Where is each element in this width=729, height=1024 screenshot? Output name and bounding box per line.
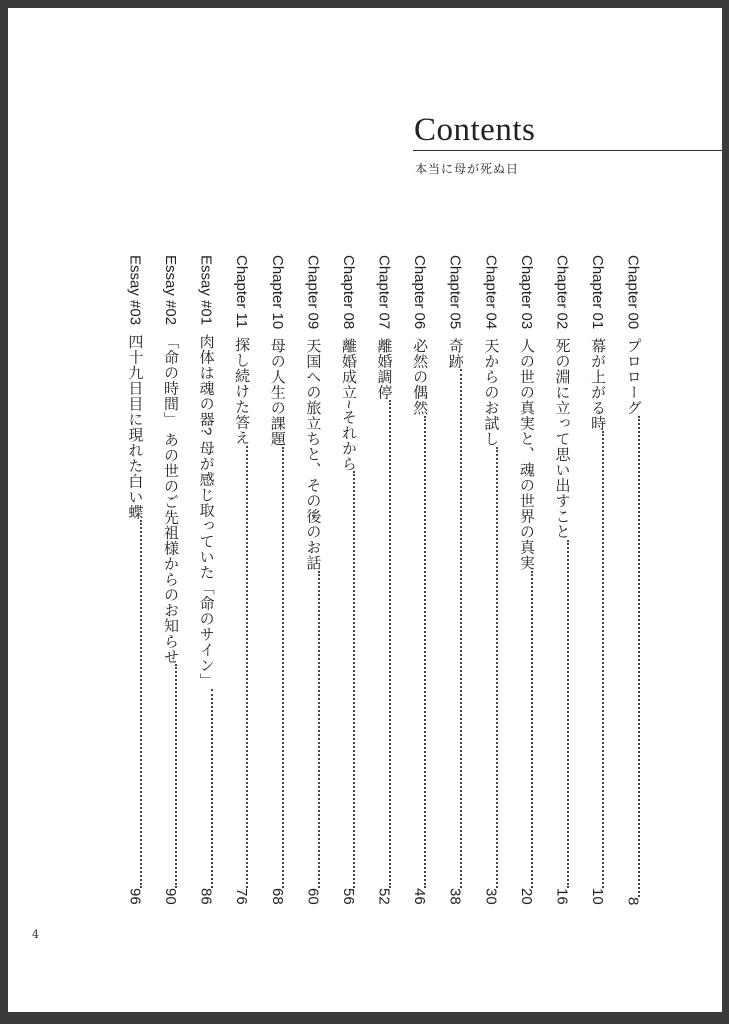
- leader-line: [602, 431, 604, 888]
- leader-line: [282, 447, 284, 889]
- dotted-leader: [369, 400, 399, 888]
- toc-entry-label: Essay #02: [161, 255, 179, 326]
- leader-line: [140, 520, 142, 888]
- toc-entry-label: Chapter 09: [304, 255, 322, 330]
- toc-entry[interactable]: [615, 255, 651, 905]
- toc-entry-page: 60: [304, 888, 322, 905]
- toc-entry-title: 天国への旅立ちと、その後のお話: [304, 338, 322, 571]
- toc-entry-title: 離婚成立~それから: [339, 338, 357, 472]
- dotted-leader: [227, 446, 257, 889]
- toc-entry-page: 16: [553, 888, 571, 905]
- toc-entry-label: Chapter 05: [446, 255, 464, 330]
- dotted-leader: [298, 571, 328, 889]
- toc-entry[interactable]: [259, 255, 295, 905]
- toc-entry-label: Chapter 04: [482, 255, 500, 330]
- toc-entry[interactable]: [473, 255, 509, 905]
- leader-line: [318, 571, 320, 889]
- toc-entry-page: 46: [411, 888, 429, 905]
- document-page: [8, 8, 722, 1012]
- toc-entry-label: Chapter 03: [517, 255, 535, 330]
- leader-line: [424, 416, 426, 889]
- toc-entry-title: 肉体は魂の器? 母が感じ取っていた「命のサイン」: [197, 334, 215, 689]
- dotted-leader: [618, 416, 648, 897]
- title-divider: [413, 150, 722, 151]
- toc-entry[interactable]: [188, 255, 224, 905]
- toc-entry-label: Chapter 08: [339, 255, 357, 330]
- toc-entry-label: Essay #03: [126, 255, 144, 326]
- toc-entry-title: 必然の偶然: [411, 338, 429, 416]
- toc-entry-title: 天からのお試し: [482, 338, 500, 447]
- toc-entry-page: 90: [161, 888, 179, 905]
- toc-entry-label: Chapter 01: [589, 255, 607, 330]
- leader-line: [246, 446, 248, 889]
- toc-entry-page: 38: [446, 888, 464, 905]
- toc-entry-label: Chapter 02: [553, 255, 571, 330]
- toc-entry-page: 52: [375, 888, 393, 905]
- toc-entry-label: Chapter 07: [375, 255, 393, 330]
- toc-entry[interactable]: [509, 255, 545, 905]
- table-of-contents: [117, 255, 651, 905]
- leader-line: [460, 369, 462, 888]
- dotted-leader: [405, 416, 435, 889]
- dotted-leader: [476, 447, 506, 889]
- toc-entry-title: 「命の時間」 あの世のご先祖様からのお知らせ: [161, 334, 179, 665]
- toc-entry-page: 8: [624, 896, 642, 905]
- toc-entry[interactable]: [331, 255, 367, 905]
- toc-entry-page: 20: [517, 888, 535, 905]
- leader-line: [389, 400, 391, 888]
- toc-entry-page: 10: [589, 888, 607, 905]
- toc-entry[interactable]: [544, 255, 580, 905]
- toc-entry[interactable]: [224, 255, 260, 905]
- dotted-leader: [156, 664, 186, 888]
- leader-line: [531, 571, 533, 889]
- dotted-leader: [262, 447, 292, 889]
- toc-entry[interactable]: [366, 255, 402, 905]
- toc-entry-label: Essay #01: [197, 255, 215, 326]
- toc-entry-title: 人の世の真実と、魂の世界の真実: [517, 338, 535, 571]
- leader-line: [353, 471, 355, 888]
- toc-entry[interactable]: [117, 255, 153, 905]
- toc-entry-page: 68: [268, 888, 286, 905]
- dotted-leader: [440, 369, 470, 888]
- toc-entry-page: 96: [126, 888, 144, 905]
- toc-entry-title: 幕が上がる時: [589, 338, 607, 432]
- leader-line: [567, 540, 569, 889]
- toc-entry-title: 離婚調停: [375, 338, 393, 401]
- leader-line: [496, 447, 498, 889]
- page-number: 4: [32, 928, 39, 941]
- toc-entry-title: プロローグ: [624, 338, 642, 416]
- dotted-leader: [583, 431, 613, 888]
- toc-entry[interactable]: [295, 255, 331, 905]
- toc-entry[interactable]: [153, 255, 189, 905]
- toc-entry-label: Chapter 10: [268, 255, 286, 330]
- leader-line: [638, 416, 640, 897]
- page-title: Contents: [414, 112, 536, 148]
- dotted-leader: [191, 689, 221, 889]
- toc-entry-title: 奇跡: [446, 338, 464, 370]
- dotted-leader: [120, 520, 150, 888]
- toc-entry[interactable]: [402, 255, 438, 905]
- leader-line: [211, 689, 213, 889]
- book-subtitle: 本当に母が死ぬ日: [415, 162, 520, 176]
- toc-entry[interactable]: [437, 255, 473, 905]
- toc-entry[interactable]: [580, 255, 616, 905]
- toc-entry-label: Chapter 00: [624, 255, 642, 330]
- dotted-leader: [334, 471, 364, 888]
- toc-entry-title: 探し続けた答え: [233, 337, 251, 446]
- toc-entry-page: 86: [197, 888, 215, 905]
- toc-entry-page: 76: [233, 888, 251, 905]
- toc-entry-page: 56: [339, 888, 357, 905]
- toc-entry-title: 母の人生の課題: [268, 338, 286, 447]
- toc-entry-page: 30: [482, 888, 500, 905]
- dotted-leader: [512, 571, 542, 889]
- leader-line: [175, 664, 177, 888]
- dotted-leader: [547, 540, 577, 889]
- toc-entry-label: Chapter 06: [411, 255, 429, 330]
- toc-entry-title: 四十九日目に現れた白い蝶: [126, 334, 144, 521]
- toc-entry-title: 死の淵に立って思い出すこと: [553, 338, 571, 540]
- toc-entry-label: Chapter 11: [233, 255, 251, 329]
